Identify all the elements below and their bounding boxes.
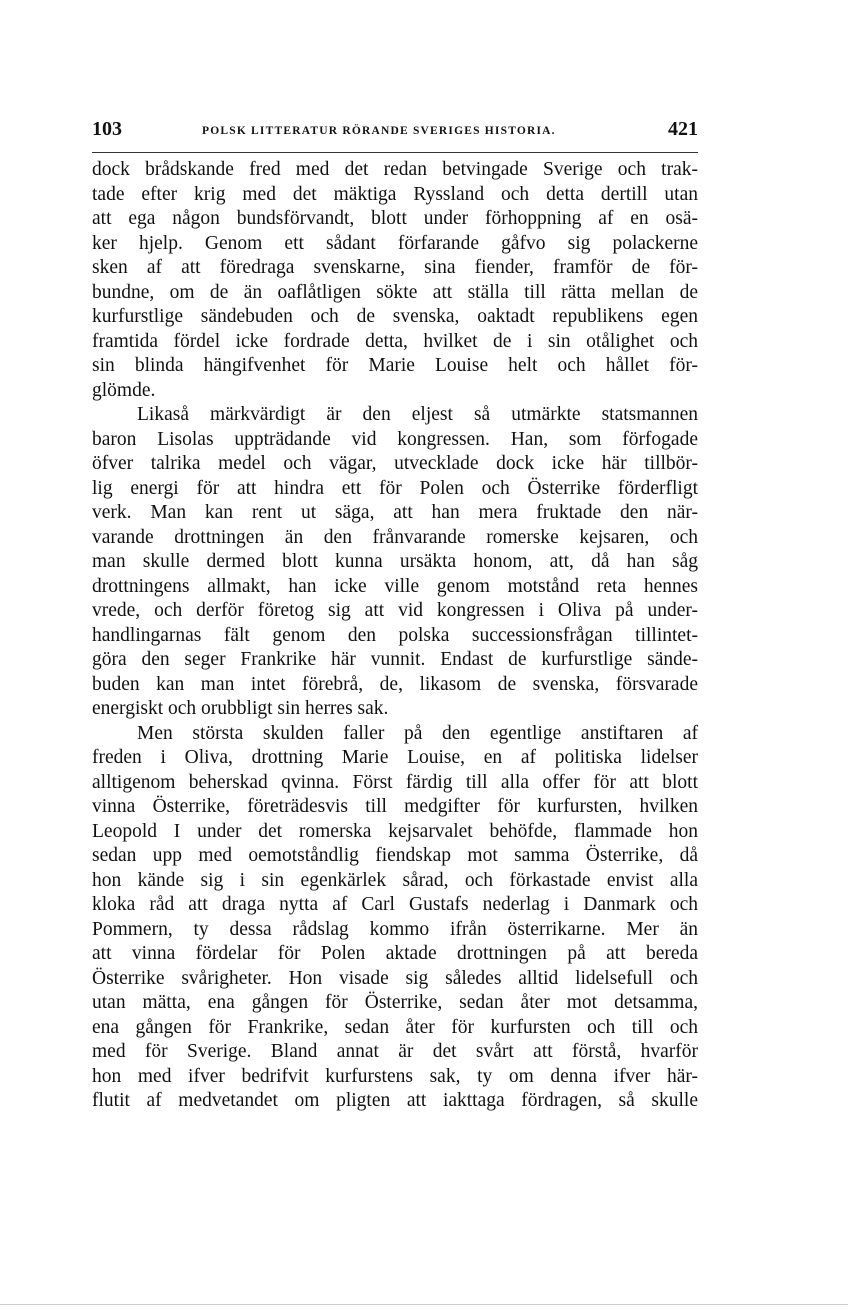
text-line: dock brådskande fred med det redan betvingade Sverige och trak- — [92, 159, 698, 180]
text-line: ena gången för Frankrike, sedan åter för kurfursten och till och — [92, 1016, 698, 1038]
text-line: hon med ifver bedrifvit kurfurstens sak, ty om denna ifver här- — [92, 1065, 698, 1087]
text-line: kurfurstlige sändebuden och de svenska, oaktadt republikens egen — [92, 306, 698, 327]
running-title: POLSK LITTERATUR RÖRANDE SVERIGES HISTORIA. — [202, 125, 556, 137]
text-line: Likaså märkvärdigt är den eljest så utmärkte statsmannen — [137, 404, 698, 425]
right-page-number: 421 — [668, 118, 698, 140]
page-header — [92, 116, 698, 146]
text-line: Men största skulden faller på den egentlige anstiftaren af — [137, 722, 698, 744]
text-line: man skulle dermed blott kunna ursäkta honom, att, då han såg — [92, 551, 698, 572]
text-line: framtida fördel icke fordrade detta, hvilket de i sin otålighet och — [92, 330, 698, 352]
text-line: buden kan man intet förebrå, de, likasom de svenska, försvarade — [92, 673, 698, 695]
text-line: freden i Oliva, drottning Marie Louise, en af politiska lidelser — [92, 747, 698, 768]
text-line: vrede, och derför företog sig att vid kongressen i Oliva på under- — [92, 600, 698, 621]
text-line: tade efter krig med det mäktiga Ryssland och detta dertill utan — [92, 183, 698, 205]
text-line: Pommern, ty dessa rådslag kommo ifrån österrikarne. Mer än — [92, 918, 698, 940]
text-line: energiskt och orubbligt sin herres sak. — [92, 698, 389, 719]
text-line: ker hjelp. Genom ett sådant förfarande gåfvo sig polackerne — [92, 232, 698, 254]
text-line: att ega någon bundsförvandt, blott under förhoppning af en osä- — [92, 208, 698, 229]
text-line: Leopold I under det romerska kejsarvalet behöfde, flammade hon — [92, 820, 698, 842]
text-line: med för Sverige. Bland annat är det svårt att förstå, hvarför — [92, 1041, 698, 1062]
text-line: drottningens allmakt, han icke ville genom motstånd reta hennes — [92, 575, 698, 597]
text-line: bundne, om de än oaflåtligen sökte att ställa till rätta mellan de — [92, 281, 698, 303]
text-line: sken af att föredraga svenskarne, sina fiender, framför de för- — [92, 257, 698, 278]
text-line: glömde. — [92, 379, 156, 401]
text-line: lig energi för att hindra ett för Polen och Österrike förderfligt — [92, 477, 698, 499]
header-rule — [92, 152, 698, 153]
text-line: öfver talrika medel och vägar, utvecklade dock icke här tillbör- — [92, 453, 698, 474]
text-line: alltigenom beherskad qvinna. Först färdig till alla offer för att blott — [92, 771, 698, 793]
text-line: utan mätta, ena gången för Österrike, sedan åter mot detsamma, — [92, 992, 698, 1013]
text-line: baron Lisolas uppträdande vid kongressen. Han, som förfogade — [92, 428, 698, 450]
text-line: flutit af medvetandet om pligten att iakttaga fördragen, så skulle — [92, 1090, 698, 1111]
text-line: verk. Man kan rent ut säga, att han mera fruktade den när- — [92, 502, 698, 523]
text-line: sin blinda hängifvenhet för Marie Louise helt och hållet för- — [92, 355, 698, 376]
text-line: sedan upp med oemotståndlig fiendskap mot samma Österrike, då — [92, 845, 698, 866]
text-line: hon kände sig i sin egenkärlek sårad, och förkastade envist alla — [92, 869, 698, 891]
scan-edge — [0, 1304, 848, 1305]
text-line: vinna Österrike, företrädesvis till medgifter för kurfursten, hvilken — [92, 796, 698, 817]
body-text — [92, 158, 698, 1114]
text-line: Österrike svårigheter. Hon visade sig således alltid lidelsefull och — [92, 967, 698, 989]
left-page-number: 103 — [92, 118, 122, 140]
text-line: att vinna fördelar för Polen aktade drottningen på att bereda — [92, 943, 698, 964]
text-line: handlingarnas fält genom den polska successionsfrågan tillintet- — [92, 624, 698, 646]
text-line: göra den seger Frankrike här vunnit. Endast de kurfurstlige sände- — [92, 649, 698, 670]
text-line: kloka råd att draga nytta af Carl Gustafs nederlag i Danmark och — [92, 894, 698, 915]
text-line: varande drottningen än den frånvarande romerske kejsaren, och — [92, 526, 698, 548]
